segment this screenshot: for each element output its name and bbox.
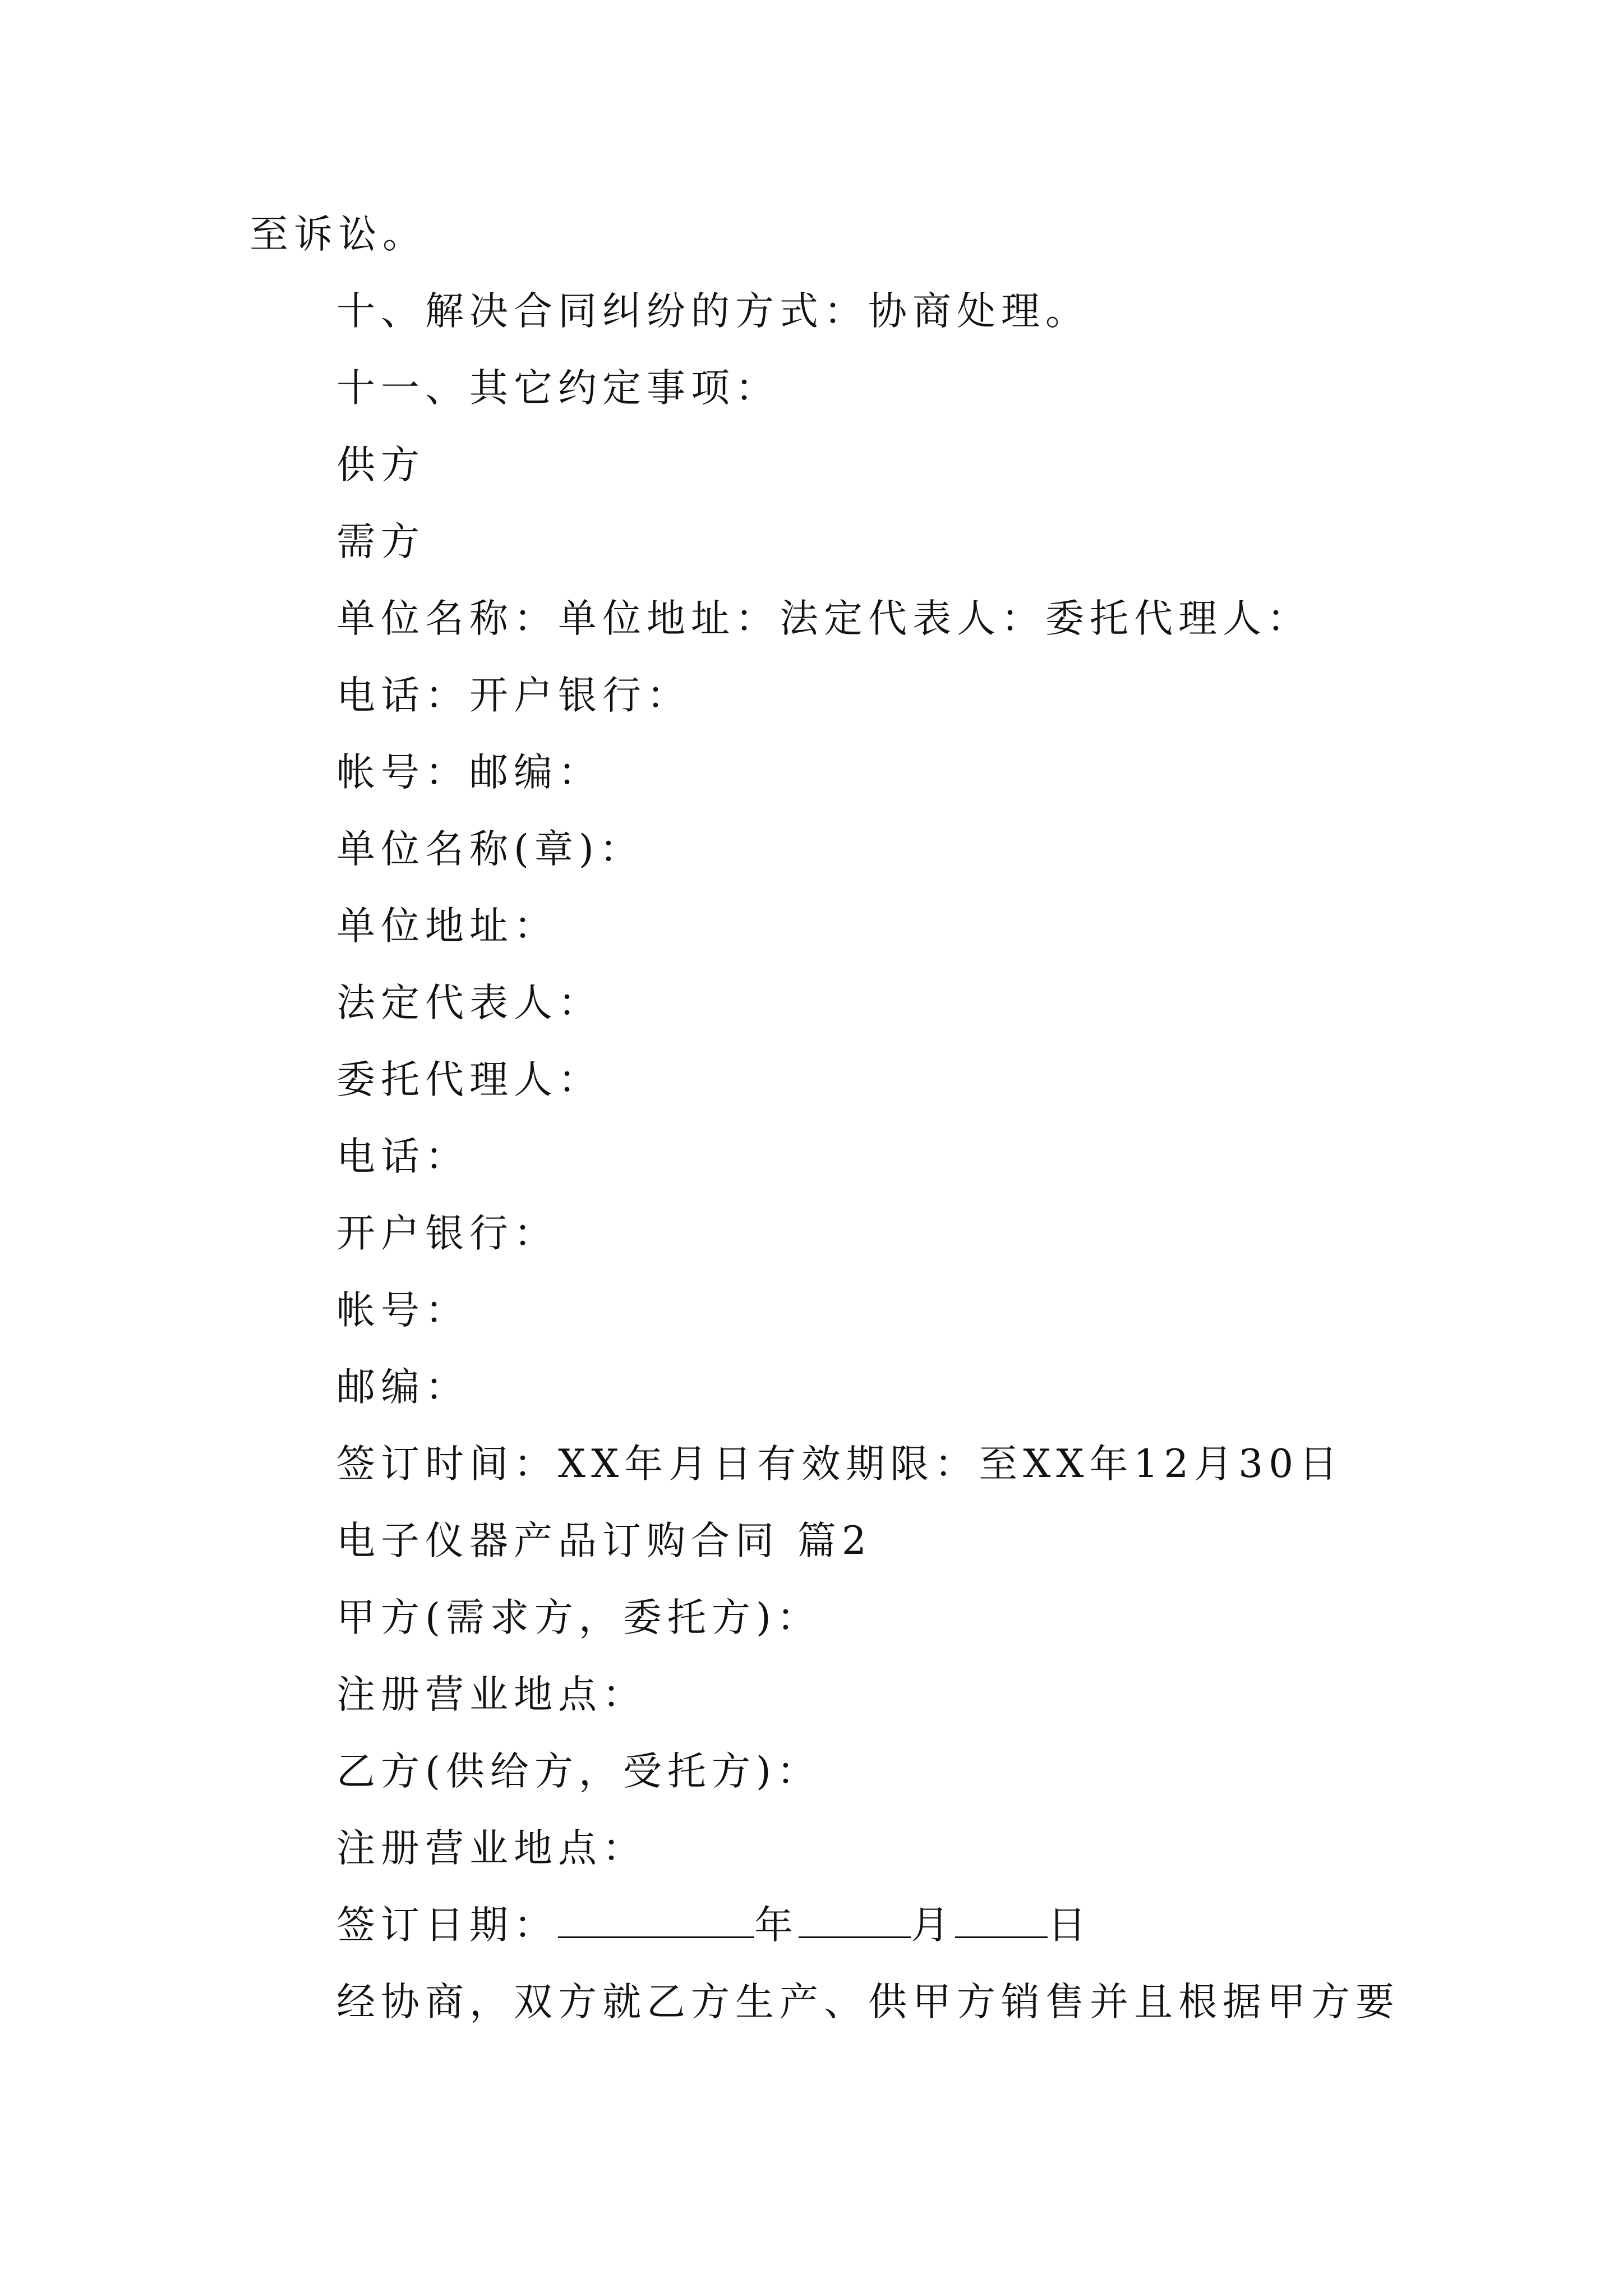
contract-title: 电子仪器产品订购合同 篇2 bbox=[336, 1519, 872, 1563]
section-heading: 十、解决合同纠纷的方式：协商处理。 bbox=[336, 289, 1090, 334]
month-label: 月 bbox=[911, 1903, 955, 1948]
day-blank bbox=[955, 1903, 1048, 1938]
sign-date-label: 签订日期： bbox=[336, 1903, 558, 1948]
text-line: 单位名称(章)： bbox=[336, 827, 644, 872]
text-line: 单位名称：单位地址：法定代表人：委托代理人： bbox=[336, 596, 1311, 641]
text-line: 甲方(需求方，委托方)： bbox=[336, 1595, 821, 1640]
text-line: 至诉讼。 bbox=[250, 212, 427, 257]
text-line: 帐号：邮编： bbox=[336, 750, 602, 795]
day-label: 日 bbox=[1048, 1903, 1092, 1948]
text-line: 供方 bbox=[336, 443, 425, 487]
text-line: 委托代理人： bbox=[336, 1057, 602, 1102]
text-line: 签订时间：XX年月日有效期限：至XX年12月30日 bbox=[336, 1442, 1344, 1487]
year-blank bbox=[558, 1903, 754, 1938]
text-line: 开户银行： bbox=[336, 1211, 558, 1256]
text-line: 乙方(供给方，受托方)： bbox=[336, 1749, 821, 1794]
section-heading: 十一、其它约定事项： bbox=[336, 366, 780, 411]
sign-date-line bbox=[336, 1903, 1092, 1948]
text-line: 帐号： bbox=[336, 1288, 469, 1333]
text-line: 注册营业地点： bbox=[336, 1826, 647, 1871]
year-label: 年 bbox=[754, 1903, 799, 1948]
text-line: 需方 bbox=[336, 519, 425, 564]
text-line: 注册营业地点： bbox=[336, 1672, 647, 1717]
text-line: 电话：开户银行： bbox=[336, 673, 691, 718]
text-line: 电话： bbox=[336, 1134, 469, 1179]
month-blank bbox=[799, 1903, 911, 1938]
text-line: 经协商，双方就乙方生产、供甲方销售并且根据甲方要 bbox=[336, 1980, 1400, 2024]
text-line: 法定代表人： bbox=[336, 981, 602, 1025]
text-line: 邮编： bbox=[336, 1365, 469, 1410]
text-line: 单位地址： bbox=[336, 904, 558, 949]
